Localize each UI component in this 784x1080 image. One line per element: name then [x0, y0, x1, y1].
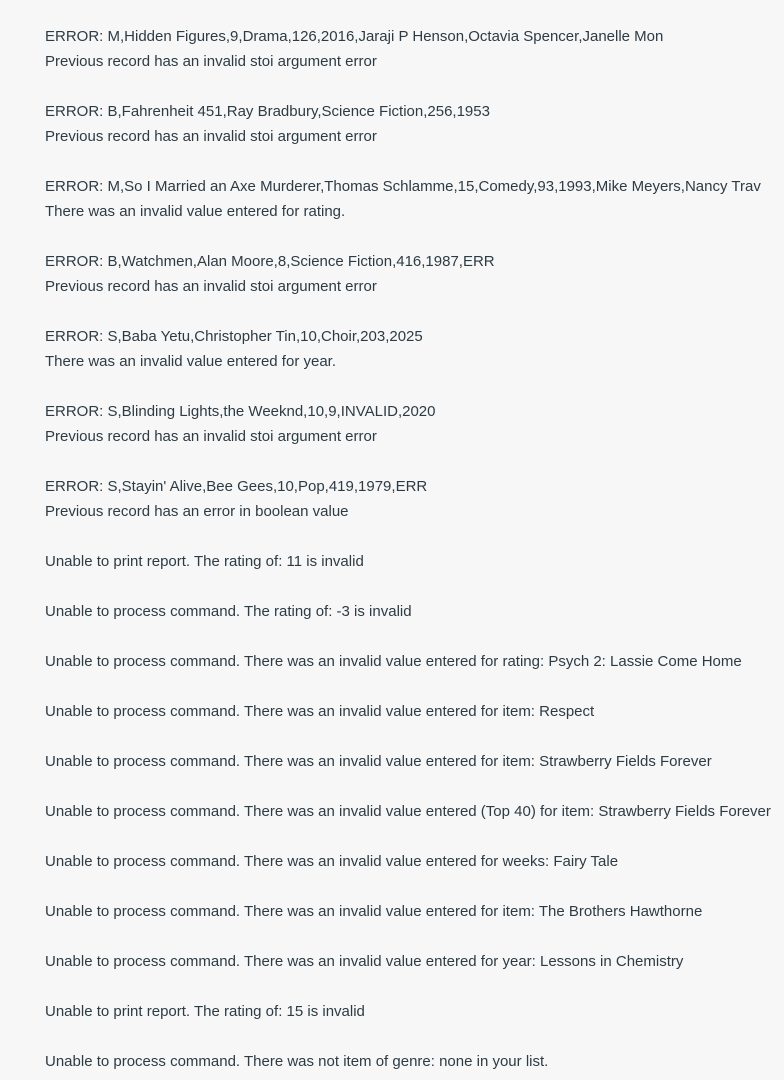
error-message-line: Previous record has an invalid stoi argument error [45, 428, 377, 445]
error-record-line: ERROR: M,So I Married an Axe Murderer,Thomas Schlamme,15,Comedy,93,1993,Mike Meyers,Nancy Trav [45, 178, 761, 195]
error-message-line: Previous record has an invalid stoi argument error [45, 53, 377, 70]
command-message-line: Unable to print report. The rating of: 15 is invalid [45, 1003, 365, 1020]
error-record-line: ERROR: B,Watchmen,Alan Moore,8,Science Fiction,416,1987,ERR [45, 253, 495, 270]
command-message-line: Unable to process command. There was an invalid value entered for weeks: Fairy Tale [45, 853, 619, 870]
command-message-line: Unable to process command. There was an invalid value entered for item: Respect [45, 703, 595, 720]
command-message-line: Unable to process command. The rating of: -3 is invalid [45, 603, 412, 620]
command-message-line: Unable to process command. There was an invalid value entered for rating: Psych 2: Lassie Come Home [45, 653, 742, 670]
error-message-line: Previous record has an invalid stoi argument error [45, 128, 377, 145]
error-record-line: ERROR: B,Fahrenheit 451,Ray Bradbury,Science Fiction,256,1953 [45, 103, 490, 120]
command-message-line: Unable to process command. There was an invalid value entered (Top 40) for item: Strawberry Fields Forever [45, 803, 771, 820]
command-message-line: Unable to process command. There was an invalid value entered for item: Strawberry Fields Forever [45, 753, 712, 770]
error-message-line: There was an invalid value entered for rating. [45, 203, 346, 220]
error-message-line: Previous record has an error in boolean value [45, 503, 349, 520]
error-message-line: There was an invalid value entered for year. [45, 353, 336, 370]
command-message-line: Unable to process command. There was not item of genre: none in your list. [45, 1053, 549, 1070]
command-message-line: Unable to print report. The rating of: 11 is invalid [45, 553, 364, 570]
error-message-line: Previous record has an invalid stoi argument error [45, 278, 377, 295]
command-message-line: Unable to process command. There was an invalid value entered for year: Lessons in Chemistry [45, 953, 684, 970]
error-record-line: ERROR: M,Hidden Figures,9,Drama,126,2016,Jaraji P Henson,Octavia Spencer,Janelle Mon [45, 28, 664, 45]
error-record-line: ERROR: S,Stayin' Alive,Bee Gees,10,Pop,419,1979,ERR [45, 478, 428, 495]
error-record-line: ERROR: S,Blinding Lights,the Weeknd,10,9,INVALID,2020 [45, 403, 436, 420]
error-record-line: ERROR: S,Baba Yetu,Christopher Tin,10,Choir,203,2025 [45, 328, 423, 345]
command-message-line: Unable to process command. There was an invalid value entered for item: The Brothers Hawthorne [45, 903, 703, 920]
